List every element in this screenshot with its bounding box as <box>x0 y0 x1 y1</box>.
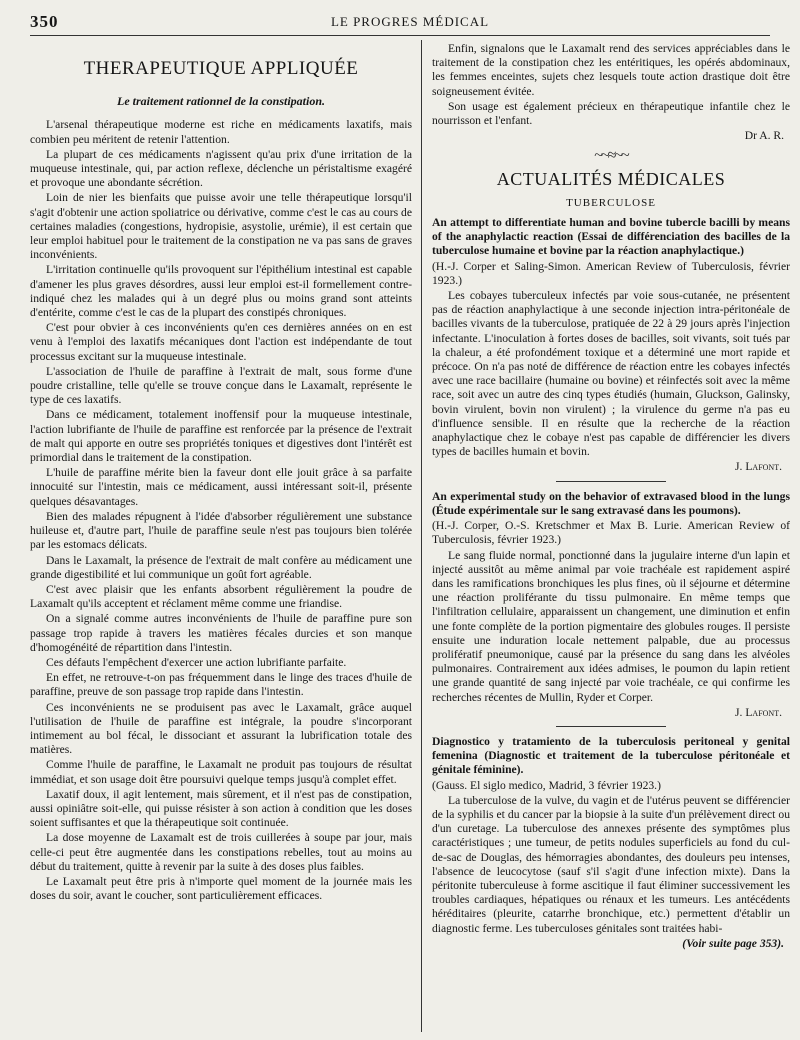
continued-notice: (Voir suite page 353). <box>682 936 784 950</box>
section-title-therapeutique: THERAPEUTIQUE APPLIQUÉE <box>83 58 359 79</box>
right-column <box>432 42 790 951</box>
paragraph: Enfin, signalons que le Laxamalt rend des services appréciables dans le traitement de la constipation chez les entéritiques, les opérés abdominaux, les femmes enceintes, sujets chez lesquels toute action drastique doit être soigneusement évitée. <box>432 42 790 98</box>
paragraph: Ces défauts l'empêchent d'exercer une action lubrifiante parfaite. <box>46 655 347 669</box>
paragraph: La tuberculose de la vulve, du vagin et de l'utérus peuvent se différencier de la syphilis et du cancer par la biopsie à la suite d'un prélèvement direct ou d'un curetage. La tuberculose des annexes présente des symptômes plus caractéristiques ; une tumeur, de petits nodules superficiels au fond du cul-de-sac de Douglas, des hémorragies abondantes, des douleurs peu intenses, l'absence de leucocytose (sauf s'il s'agit d'une infection mixte). Dans la péritonite tuberculeuse à forme ascitique il faut éliminer successivement les troubles cardiaques, hépatiques ou rénaux et les tumeurs. Les antécédents héréditaires (pleurite, catarrhe bronchique, etc.) permettent d'établir un diagnostic ferme. Les tuberculoses génitales sont traitées habi- <box>432 793 790 935</box>
article-signature: J. Lafont. <box>735 460 782 474</box>
paragraph: Dans ce médicament, totalement inoffensif pour la muqueuse intestinale, l'action lubrifiante de l'huile de paraffine est renforcée par la présence de l'extrait de malt qui apporte en outre ses propriétés toniques et digestives dont l'intérêt est primordial dans le traitement de la constipation. <box>30 408 412 465</box>
column-divider <box>421 40 422 1032</box>
page-number: 350 <box>30 12 59 31</box>
paragraph: Dans le Laxamalt, la présence de l'extrait de malt confère au médicament une grande digestibilité et lui communique un goût fort agréable. <box>30 553 412 581</box>
paragraph: La dose moyenne de Laxamalt est de trois cuillerées à soupe par jour, mais celle-ci peut être augmentée dans les constipations rebelles, tout au moins au début du traitement, quitte à revenir par la suite à des doses plus faibles. <box>30 831 412 873</box>
paragraph: L'irritation continuelle qu'ils provoquent sur l'épithélium intestinal est capable d'amener les plus graves désordres, aussi leur emploi est-il formellement contre-indiqué chez les malades qui à un degré plus ou moins grand sont atteints d'entérite, comme c'est le cas de la plupart des constipés chroniques. <box>30 263 412 320</box>
article-separator <box>556 481 666 482</box>
paragraph: Comme l'huile de paraffine, le Laxamalt ne produit pas toujours de résultat immédiat, et son usage doit être poursuivi quelque temps jusqu'à complet effet. <box>30 758 412 786</box>
subsection-title: TUBERCULOSE <box>566 196 656 209</box>
article-citation: (H.-J. Corper et Saling-Simon. American Review of Tuberculosis, février 1923.) <box>432 259 790 287</box>
paragraph: Ces inconvénients ne se produisent pas avec le Laxamalt, grâce auquel l'utilisation de l'huile de paraffine est intégrale, la poudre s'incorporant intimement au bol fécal, le dissociant et assurant la lubrification totale des matières. <box>30 700 412 757</box>
paragraph: On a signalé comme autres inconvénients de l'huile de paraffine pure son passage trop rapide à travers les matières fécales durcies et son manque d'homogénéité de répartition dans l'intestin. <box>30 612 412 654</box>
article-subtitle: Le traitement rationnel de la constipation. <box>116 94 325 109</box>
article-heading: An attempt to differentiate human and bovine tubercle bacilli by means of the anaphylactic reaction (Essai de différenciation des bacilles de la tuberculose humaine et bovine par la réaction anaphylactique.) <box>432 216 790 258</box>
article-heading: An experimental study on the behavior of extravased blood in the lungs (Étude expérimentale sur le sang extravasé dans les poumons). <box>432 489 790 517</box>
paragraph: C'est avec plaisir que les enfants absorbent régulièrement la poudre de Laxamalt qu'ils acceptent et réclament même comme une friandise. <box>30 582 412 611</box>
paragraph: Les cobayes tuberculeux infectés par voie sous-cutanée, ne présentent pas de réaction anaphylactique à une seconde injection intra-péritonéale de bacilles vivants de la tuberculose, pratiquée de 22 à 29 jours après l'injection infectante. L'inoculation à fortes doses de bacilles, soit vivants, soit tués par la chaleur, a été profondément toxique et a déterminé une mort rapide et précoce. On n'a pas noté de différence de réaction entre les cobayes infectés avec une race bacillaire (humaine ou bovine) et réinfectés soit avec la même race, soit avec un autre des cinq types étudiés (humain, Gluckson, Galinsky, bovin virulent, bovin non virulent) ; la virulence du germe n'a pas eu d'influence sensible. Il en résulte que la recherche de la réaction anaphylactique chez le cobaye n'est pas capable de différencier les divers types de bacilles humain et bovin. <box>432 289 790 459</box>
paragraph: L'association de l'huile de paraffine à l'extrait de malt, sous forme d'une poudre cristalline, telle qu'elle se trouve conçue dans le Laxamalt, représente le type de ces laxatifs. <box>30 364 412 407</box>
article-citation: (Gauss. El siglo medico, Madrid, 3 février 1923.) <box>432 778 661 792</box>
author-signature: Dr A. R. <box>744 129 784 143</box>
paragraph: L'arsenal thérapeutique moderne est riche en médicaments laxatifs, mais combien peu méritent de retenir l'attention. <box>30 118 412 146</box>
paragraph: L'huile de paraffine mérite bien la faveur dont elle jouit grâce à sa parfaite innocuité sur l'intestin, mais ce médicament, aussi intéressant soit-il, présente quelques désavantages. <box>30 466 412 508</box>
paragraph: Le Laxamalt peut être pris à n'importe quel moment de la journée mais les doses du soir, avant le coucher, sont particulièrement efficaces. <box>30 874 412 903</box>
paragraph: Loin de nier les bienfaits que puisse avoir une telle thérapeutique lorsqu'il s'agit d'obtenir une action spoliatrice ou dérivative, comme c'est le cas au cours de certaines maladies (congestions, hydropisie, asystolie, urémie), il est certain que leur emploi habituel pour le traitement de la constipation ne va pas sans de graves inconvénients. <box>30 191 412 262</box>
left-column <box>30 42 412 904</box>
paragraph: C'est pour obvier à ces inconvénients qu'en ces dernières années on en est venu à l'emploi des laxatifs mécaniques dont l'action est indépendante de tout processus excitant sur la muqueuse intestinale. <box>30 321 412 363</box>
paragraph: Bien des malades répugnent à l'idée d'absorber régulièrement une substance huileuse et, d'autre part, l'huile de paraffine seule n'est pas toujours bien tolérée par les estomacs délicats. <box>30 509 412 552</box>
paragraph: En effet, ne retrouve-t-on pas fréquemment dans le linge des traces d'huile de paraffine, preuve de son passage trop rapide dans l'intestin. <box>30 671 412 699</box>
paragraph: Le sang fluide normal, ponctionné dans la jugulaire interne d'un lapin et injecté aussitôt au même animal par voie trachéale est rapidement aspiré dans les ramifications bronchiques les plus fines, où il séjourne et détermine une réaction proliférante du tissu pulmonaire. En même temps que l'infiltration cellulaire, apparaissent un changement, une diminution et enfin une fonte complète de la portion pigmentaire des globules rouges. Il persiste ensuite une induration locale nettement palpable, due au processus prolifératif pneumonique, causé par la présence du sang dans les alvéoles pulmonaires. Contrairement aux idées admises, le poumon du lapin retient une grande quantité de sang injecté par voie trachéale, ce qui confirme les recherches récentes de Mullin, Ryder et Corper. <box>432 548 790 704</box>
article-heading: Diagnostico y tratamiento de la tuberculosis peritoneal y genital femenina (Diagnostic et traitement de la tuberculose péritonéale et génitale féminine). <box>432 734 790 777</box>
header-rule <box>30 35 770 36</box>
page-header <box>30 8 790 36</box>
paragraph: Son usage est également précieux en thérapeutique infantile chez le nourrisson et l'enfant. <box>432 99 790 128</box>
section-title-actualites: ACTUALITÉS MÉDICALES <box>496 168 726 189</box>
journal-title: LE PROGRES MÉDICAL <box>330 14 490 29</box>
article-separator <box>556 726 666 727</box>
article-signature: J. Lafont. <box>735 705 782 719</box>
paragraph: La plupart de ces médicaments n'agissent qu'au prix d'une irritation de la muqueuse intestinale, qui, par action reflexe, déclenche un péristaltisme exagéré et provoque une abondante sécrétion. <box>30 147 412 190</box>
paragraph: Laxatif doux, il agit lentement, mais sûrement, et il n'est pas de constipation, aussi opiniâtre soit-elle, qui puisse résister à son action à condition que les doses soient suffisantes et que la thérapeutique soit continuée. <box>30 787 412 830</box>
ornament-divider: ~~≈~~ <box>594 147 628 165</box>
article-citation: (H.-J. Corper, O.-S. Kretschmer et Max B. Lurie. American Review of Tuberculosis, février 1923.) <box>432 519 790 547</box>
